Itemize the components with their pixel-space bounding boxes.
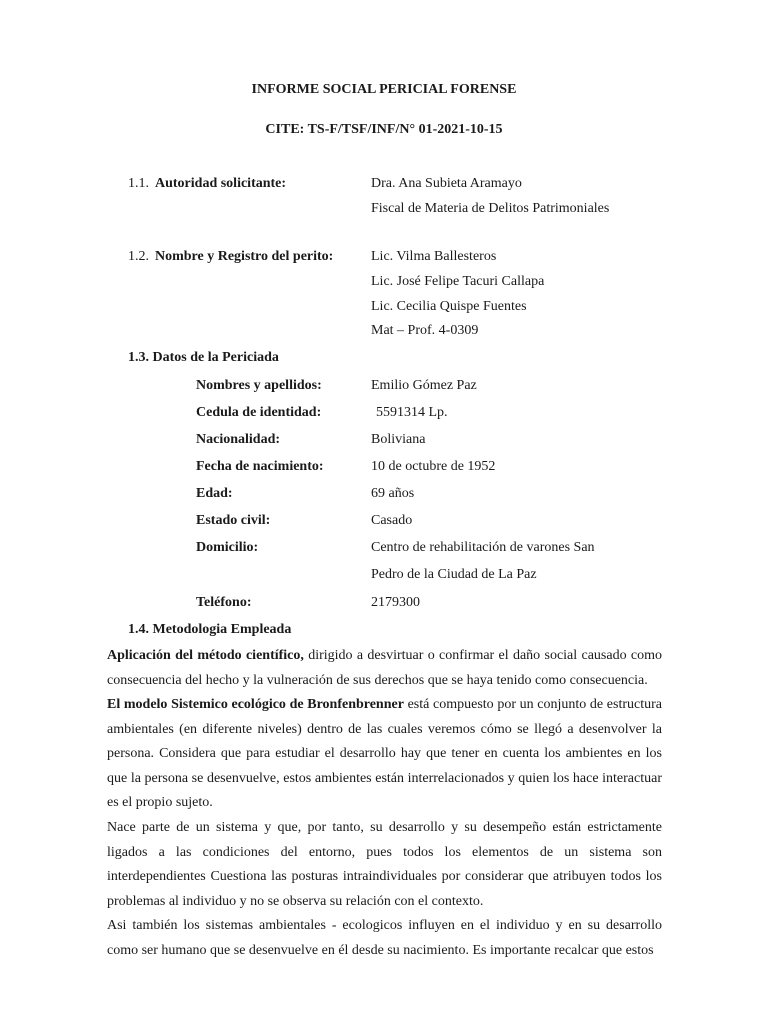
- paragraph-method-lead: Aplicación del método científico,: [107, 648, 304, 663]
- field-value: Centro de rehabilitación de varones San: [371, 540, 595, 555]
- field-value: Casado: [371, 513, 413, 528]
- expert-line: Lic. Vilma Ballesteros: [371, 249, 497, 264]
- authority-name: Dra. Ana Subieta Aramayo: [371, 176, 522, 191]
- field-label: Fecha de nacimiento:: [196, 459, 324, 474]
- authority-title: Fiscal de Materia de Delitos Patrimoniales: [371, 201, 610, 216]
- section-1-4-heading: 1.4. Metodologia Empleada: [128, 622, 292, 637]
- paragraph-method-text: dirigido a desvirtuar o confirmar el daño social causado como consecuencia del hecho y la vulneración de sus derechos que se haya tenido como consecuencia.: [107, 648, 662, 688]
- paragraph-method: [107, 644, 662, 693]
- field-label: Domicilio:: [196, 540, 259, 555]
- paragraph-system: Nace parte de un sistema y que, por tanto, su desarrollo y su desempeño están estrictamente ligados a las condiciones del entorno, pues todos los elementos de un sistema son interdependientes Cuestiona las posturas intraindividuales por considerar que atribuyen todos los problemas al individuo y no se observa su relación con el contexto.: [107, 820, 662, 909]
- section-1-2-label: Nombre y Registro del perito:: [155, 249, 334, 264]
- expert-line: Lic. José Felipe Tacuri Callapa: [371, 274, 545, 289]
- field-value-continuation: Pedro de la Ciudad de La Paz: [371, 567, 537, 582]
- field-label: Nacionalidad:: [196, 432, 281, 447]
- field-value: Boliviana: [371, 432, 426, 447]
- field-value: 2179300: [371, 595, 420, 610]
- field-value: Emilio Gómez Paz: [371, 378, 477, 393]
- paragraph-model-lead: El modelo Sistemico ecológico de Bronfenbrenner: [107, 697, 404, 712]
- field-value: 69 años: [371, 486, 415, 501]
- section-1-1-label: Autoridad solicitante:: [155, 176, 287, 191]
- paragraph-environment: Asi también los sistemas ambientales - ecologicos influyen en el individuo y en su desarrollo como ser humano que se desenvuelve en él desde su nacimiento. Es importante recalcar que estos: [107, 918, 662, 958]
- document-title: INFORME SOCIAL PERICIAL FORENSE: [251, 82, 517, 97]
- expert-line: Lic. Cecilia Quispe Fuentes: [371, 299, 527, 314]
- expert-registration: Mat – Prof. 4-0309: [371, 323, 479, 338]
- field-label: Estado civil:: [196, 513, 271, 528]
- field-value: 10 de octubre de 1952: [371, 459, 496, 474]
- field-label: Edad:: [196, 486, 233, 501]
- field-label: Teléfono:: [196, 595, 252, 610]
- section-1-3-heading: 1.3. Datos de la Periciada: [128, 350, 279, 365]
- document-cite: CITE: TS-F/TSF/INF/N° 01-2021-10-15: [265, 122, 503, 137]
- paragraph-model: [107, 693, 662, 816]
- paragraph-model-text: está compuesto por un conjunto de estructura ambientales (en diferente niveles) dentro de las cuales veremos cómo se llegó a desenvolver la persona. Considera que para estudiar el desarrollo hay que tener en cuenta los ambientes en los que la persona se desenvuelve, estos ambientes están interrelacionados y quien los hace interactuar es el propio sujeto.: [107, 697, 662, 810]
- field-label: Nombres y apellidos:: [196, 378, 322, 393]
- section-1-2-number: 1.2.: [128, 249, 149, 264]
- field-label: Cedula de identidad:: [196, 405, 322, 420]
- field-value: 5591314 Lp.: [376, 405, 448, 420]
- section-1-1-number: 1.1.: [128, 176, 149, 191]
